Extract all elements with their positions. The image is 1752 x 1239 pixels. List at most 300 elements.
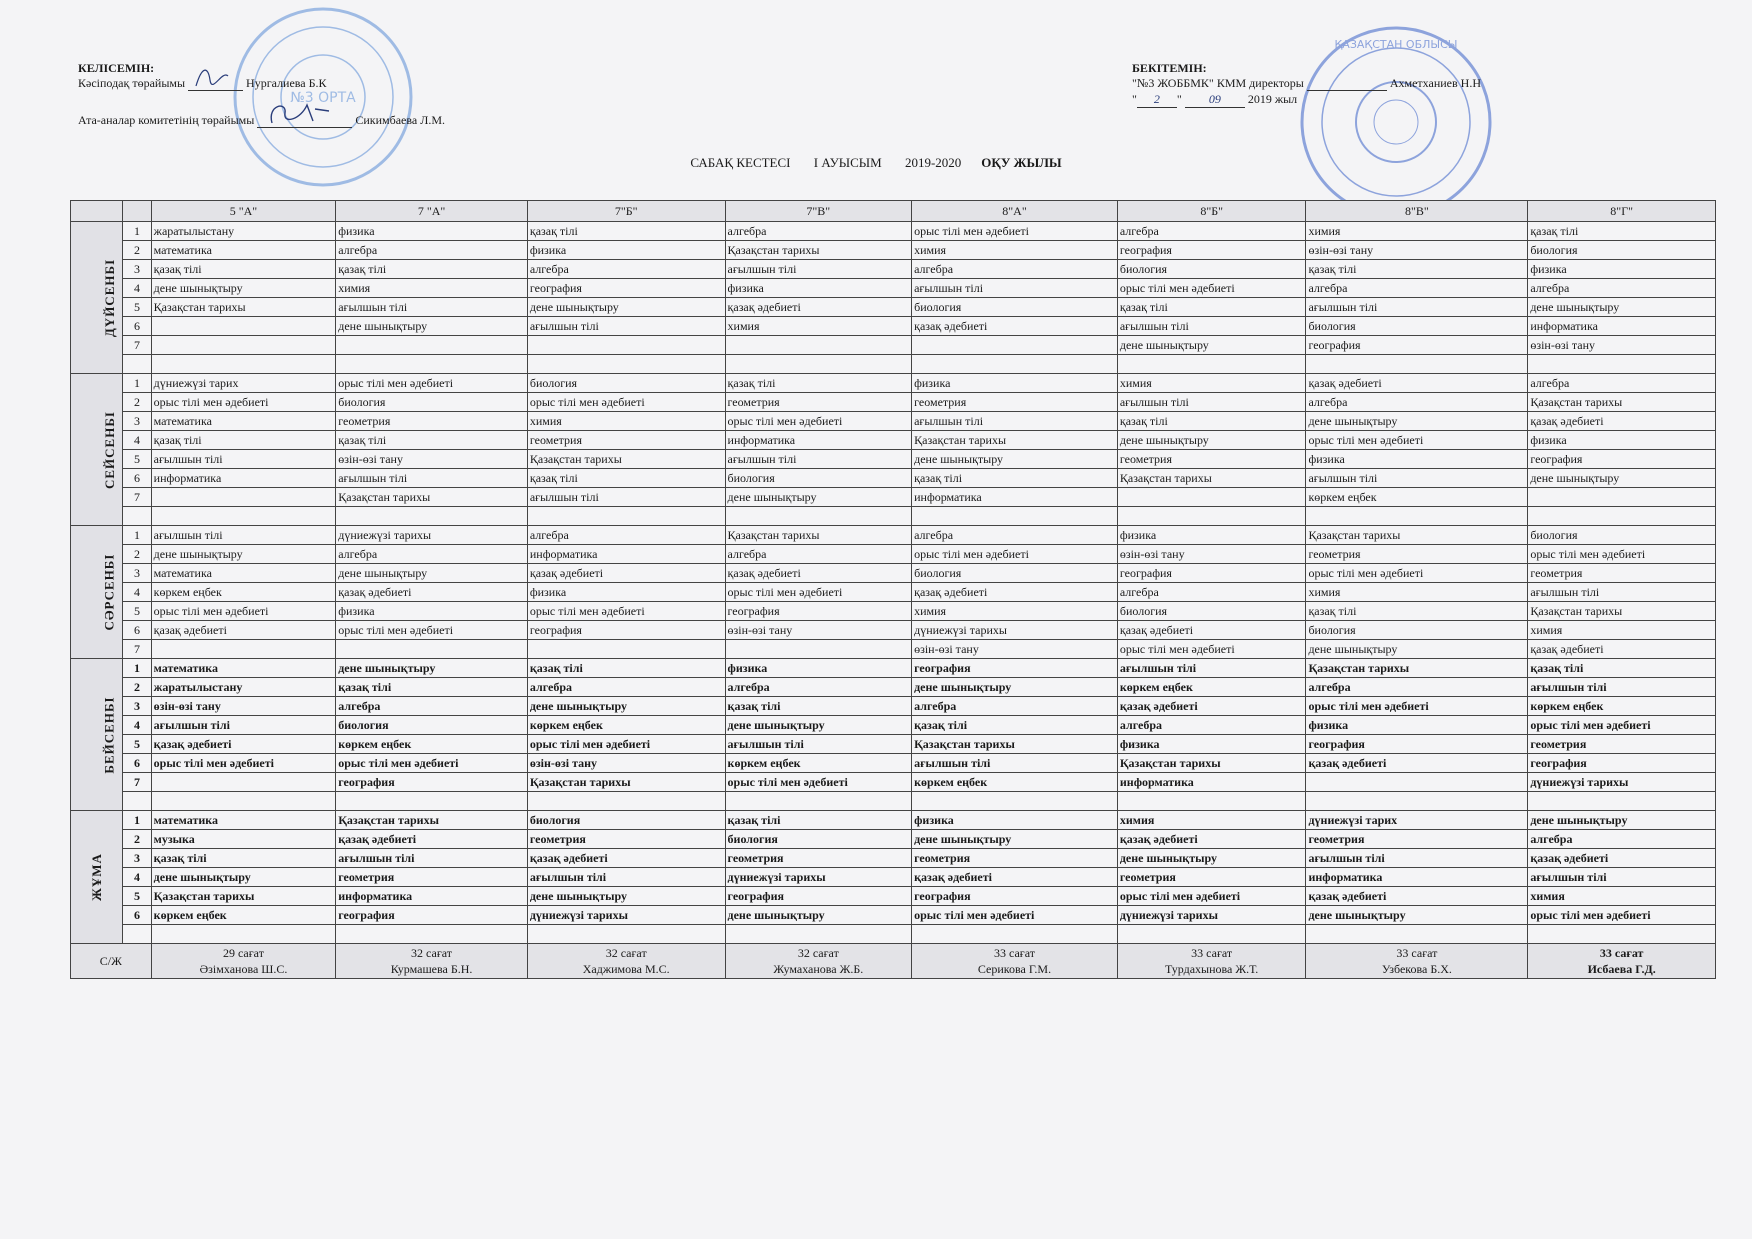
subject-cell: биология xyxy=(1528,526,1716,545)
subject-cell: информатика xyxy=(151,469,336,488)
subject-cell: геометрия xyxy=(725,393,912,412)
subject-cell: биология xyxy=(1528,241,1716,260)
subject-cell: қазақ тілі xyxy=(1117,298,1306,317)
subject-cell: физика xyxy=(912,374,1118,393)
subject-cell: ағылшын тілі xyxy=(336,849,528,868)
subject-cell: қазақ әдебиеті xyxy=(1306,374,1528,393)
subject-cell: дене шынықтыру xyxy=(151,545,336,564)
lesson-row xyxy=(71,735,1716,754)
title-academic-year: ОҚУ ЖЫЛЫ xyxy=(981,155,1062,170)
teacher-hours: 33 сағат xyxy=(1191,946,1233,960)
day-name: ДҮЙСЕНБІ xyxy=(102,258,118,337)
approved-heading: БЕКІТЕМІН: xyxy=(1132,61,1207,75)
subject-cell: орыс тілі мен әдебиеті xyxy=(527,602,725,621)
lesson-number: 6 xyxy=(123,317,151,336)
lesson-number: 6 xyxy=(123,469,151,488)
subject-cell: қазақ тілі xyxy=(336,431,528,450)
subject-cell: Қазақстан тарихы xyxy=(1306,526,1528,545)
subject-cell: қазақ әдебиеті xyxy=(527,849,725,868)
class-header: 7 "А" xyxy=(336,201,528,222)
subject-cell: қазақ әдебиеті xyxy=(1306,887,1528,906)
subject-cell: геометрия xyxy=(336,868,528,887)
subject-cell: химия xyxy=(1117,811,1306,830)
subject-cell: геометрия xyxy=(1117,868,1306,887)
lesson-row xyxy=(71,849,1716,868)
signature-icon xyxy=(257,113,352,128)
teacher-cell xyxy=(151,944,336,979)
subject-cell: қазақ тілі xyxy=(1528,659,1716,678)
subject-cell: химия xyxy=(1528,887,1716,906)
lesson-row xyxy=(71,336,1716,355)
subject-cell: физика xyxy=(527,241,725,260)
subject-cell: қазақ тілі xyxy=(912,716,1118,735)
teacher-cell xyxy=(336,944,528,979)
subject-cell: ағылшын тілі xyxy=(1117,659,1306,678)
lesson-row xyxy=(71,564,1716,583)
subject-cell: қазақ тілі xyxy=(912,469,1118,488)
teacher-name: Турдахынова Ж.Т. xyxy=(1165,962,1259,976)
subject-cell: қазақ тілі xyxy=(151,260,336,279)
subject-cell: география xyxy=(1306,735,1528,754)
subject-cell: орыс тілі мен әдебиеті xyxy=(1528,906,1716,925)
lesson-number xyxy=(123,355,151,374)
lesson-number: 7 xyxy=(123,488,151,507)
corner-cell xyxy=(71,201,123,222)
teacher-name: Әзімханова Ш.С. xyxy=(199,962,288,976)
lesson-row xyxy=(71,868,1716,887)
lesson-row xyxy=(71,374,1716,393)
subject-cell: орыс тілі мен әдебиеті xyxy=(912,222,1118,241)
signature-icon xyxy=(1307,76,1387,91)
subject-cell: ағылшын тілі xyxy=(725,450,912,469)
teacher-cell xyxy=(527,944,725,979)
subject-cell: дене шынықтыру xyxy=(1306,906,1528,925)
day-block xyxy=(71,659,1716,811)
subject-cell: қазақ әдебиеті xyxy=(1306,754,1528,773)
subject-cell xyxy=(725,355,912,374)
subject-cell: ағылшын тілі xyxy=(336,298,528,317)
subject-cell: орыс тілі мен әдебиеті xyxy=(1117,640,1306,659)
subject-cell: физика xyxy=(725,279,912,298)
subject-cell: химия xyxy=(725,317,912,336)
director-name: Ахметханиев Н.Н xyxy=(1389,76,1482,90)
lesson-number xyxy=(123,507,151,526)
subject-cell: биология xyxy=(1117,260,1306,279)
lesson-row xyxy=(71,697,1716,716)
subject-cell: дене шынықтыру xyxy=(527,887,725,906)
lesson-number: 3 xyxy=(123,260,151,279)
subject-cell: география xyxy=(336,773,528,792)
lesson-row xyxy=(71,754,1716,773)
subject-cell: көркем еңбек xyxy=(1528,697,1716,716)
subject-cell: физика xyxy=(725,659,912,678)
subject-cell: ағылшын тілі xyxy=(527,317,725,336)
subject-cell: физика xyxy=(1306,716,1528,735)
subject-cell: қазақ тілі xyxy=(336,678,528,697)
subject-cell: ағылшын тілі xyxy=(725,260,912,279)
director-role: "№3 ЖОББМК" КММ директоры xyxy=(1132,76,1304,90)
subject-cell: дене шынықтыру xyxy=(1117,336,1306,355)
subject-cell: қазақ тілі xyxy=(1117,412,1306,431)
subject-cell: қазақ тілі xyxy=(725,697,912,716)
parents-chair-name: Сикимбаева Л.М. xyxy=(355,113,445,127)
subject-cell: биология xyxy=(912,564,1118,583)
subject-cell xyxy=(527,640,725,659)
subject-cell: геометрия xyxy=(1528,564,1716,583)
subject-cell: геометрия xyxy=(1306,545,1528,564)
subject-cell xyxy=(151,792,336,811)
lesson-number xyxy=(123,925,151,944)
subject-cell xyxy=(725,507,912,526)
subject-cell xyxy=(1528,925,1716,944)
lesson-number: 5 xyxy=(123,298,151,317)
subject-cell: орыс тілі мен әдебиеті xyxy=(725,583,912,602)
subject-cell: өзін-өзі тану xyxy=(1528,336,1716,355)
subject-cell: геометрия xyxy=(527,830,725,849)
lesson-row xyxy=(71,602,1716,621)
subject-cell: биология xyxy=(725,469,912,488)
approval-day: 2 xyxy=(1137,91,1177,108)
subject-cell: ағылшын тілі xyxy=(912,754,1118,773)
lesson-row xyxy=(71,792,1716,811)
lesson-row xyxy=(71,450,1716,469)
teacher-name: Хаджимова М.С. xyxy=(582,962,670,976)
subject-cell: ағылшын тілі xyxy=(1528,868,1716,887)
teacher-hours: 29 сағат xyxy=(222,946,264,960)
subject-cell: дене шынықтыру xyxy=(527,298,725,317)
subject-cell: ағылшын тілі xyxy=(1306,469,1528,488)
subject-cell: геометрия xyxy=(1528,735,1716,754)
subject-cell: ағылшын тілі xyxy=(912,279,1118,298)
day-name: СЕЙСЕНБІ xyxy=(102,410,117,489)
subject-cell: география xyxy=(912,887,1118,906)
subject-cell: физика xyxy=(1306,450,1528,469)
lesson-number: 6 xyxy=(123,621,151,640)
subject-cell: орыс тілі мен әдебиеті xyxy=(151,754,336,773)
lesson-number: 4 xyxy=(123,868,151,887)
subject-cell xyxy=(1117,507,1306,526)
lesson-row xyxy=(71,887,1716,906)
subject-cell: дене шынықтыру xyxy=(151,868,336,887)
subject-cell: қазақ әдебиеті xyxy=(725,298,912,317)
teacher-name: Серикова Г.М. xyxy=(977,962,1052,976)
subject-cell: орыс тілі мен әдебиеті xyxy=(1306,431,1528,450)
subject-cell xyxy=(1528,488,1716,507)
union-chair-name: Нургалиева Б.К xyxy=(246,76,327,90)
subject-cell xyxy=(527,792,725,811)
lesson-number: 4 xyxy=(123,279,151,298)
subject-cell: Қазақстан тарихы xyxy=(725,526,912,545)
subject-cell: ағылшын тілі xyxy=(151,716,336,735)
subject-cell: Қазақстан тарихы xyxy=(151,298,336,317)
lesson-row xyxy=(71,488,1716,507)
subject-cell: орыс тілі мен әдебиеті xyxy=(912,545,1118,564)
lesson-row xyxy=(71,811,1716,830)
subject-cell xyxy=(151,336,336,355)
corner-cell xyxy=(123,201,151,222)
subject-cell: Қазақстан тарихы xyxy=(527,450,725,469)
subject-cell: география xyxy=(1117,241,1306,260)
subject-cell: дүниежүзі тарихы xyxy=(336,526,528,545)
subject-cell: алгебра xyxy=(527,526,725,545)
teacher-hours: 32 сағат xyxy=(605,946,647,960)
subject-cell: биология xyxy=(1306,621,1528,640)
subject-cell: қазақ тілі xyxy=(725,811,912,830)
subject-cell xyxy=(527,925,725,944)
subject-cell: қазақ тілі xyxy=(1306,260,1528,279)
lesson-number: 4 xyxy=(123,431,151,450)
class-header: 7"Б" xyxy=(527,201,725,222)
subject-cell: орыс тілі мен әдебиеті xyxy=(527,393,725,412)
lesson-number: 2 xyxy=(123,241,151,260)
subject-cell: Қазақстан тарихы xyxy=(336,488,528,507)
subject-cell: геометрия xyxy=(527,431,725,450)
subject-cell: физика xyxy=(1528,260,1716,279)
subject-cell: алгебра xyxy=(1117,583,1306,602)
subject-cell: информатика xyxy=(725,431,912,450)
subject-cell: геометрия xyxy=(1117,450,1306,469)
lesson-number: 2 xyxy=(123,393,151,412)
subject-cell xyxy=(1117,488,1306,507)
subject-cell: дене шынықтыру xyxy=(336,317,528,336)
subject-cell: дене шынықтыру xyxy=(151,279,336,298)
subject-cell xyxy=(336,925,528,944)
subject-cell: ағылшын тілі xyxy=(151,450,336,469)
subject-cell: алгебра xyxy=(1528,830,1716,849)
subject-cell: география xyxy=(1306,336,1528,355)
subject-cell: қазақ әдебиеті xyxy=(1117,697,1306,716)
teacher-hours: 33 сағат xyxy=(1396,946,1438,960)
subject-cell: ағылшын тілі xyxy=(912,412,1118,431)
subject-cell: дүниежүзі тарих xyxy=(1306,811,1528,830)
subject-cell: дене шынықтыру xyxy=(912,678,1118,697)
subject-cell: Қазақстан тарихы xyxy=(725,241,912,260)
approval-month: 09 xyxy=(1185,91,1245,108)
class-header: 7"В" xyxy=(725,201,912,222)
subject-cell: орыс тілі мен әдебиеті xyxy=(912,906,1118,925)
subject-cell: химия xyxy=(336,279,528,298)
subject-cell: география xyxy=(527,279,725,298)
lesson-number: 2 xyxy=(123,830,151,849)
subject-cell: қазақ әдебиеті xyxy=(912,583,1118,602)
subject-cell: өзін-өзі тану xyxy=(1306,241,1528,260)
subject-cell: қазақ тілі xyxy=(1528,222,1716,241)
day-name: ЖҰМА xyxy=(88,853,104,901)
subject-cell: дене шынықтыру xyxy=(725,906,912,925)
subject-cell: орыс тілі мен әдебиеті xyxy=(725,412,912,431)
lesson-number: 3 xyxy=(123,849,151,868)
subject-cell: алгебра xyxy=(1117,716,1306,735)
subject-cell: математика xyxy=(151,241,336,260)
lesson-row xyxy=(71,621,1716,640)
subject-cell: информатика xyxy=(1306,868,1528,887)
subject-cell: ағылшын тілі xyxy=(1528,583,1716,602)
subject-cell: ағылшын тілі xyxy=(527,868,725,887)
subject-cell: қазақ әдебиеті xyxy=(1117,830,1306,849)
subject-cell xyxy=(912,355,1118,374)
lesson-row xyxy=(71,678,1716,697)
teacher-name: Жумаханова Ж.Б. xyxy=(773,962,864,976)
lesson-row xyxy=(71,773,1716,792)
subject-cell: қазақ әдебиеті xyxy=(336,583,528,602)
day-name: БЕЙСЕНБІ xyxy=(101,695,117,774)
lesson-number: 2 xyxy=(123,678,151,697)
parents-chair-role: Ата-аналар комитетінің төрайымы xyxy=(78,113,255,127)
subject-cell xyxy=(527,507,725,526)
lesson-row xyxy=(71,906,1716,925)
subject-cell xyxy=(725,792,912,811)
teacher-cell xyxy=(725,944,912,979)
subject-cell: математика xyxy=(151,564,336,583)
approval-left-block xyxy=(78,60,598,128)
subject-cell: қазақ әдебиеті xyxy=(1528,849,1716,868)
subject-cell xyxy=(151,925,336,944)
subject-cell: физика xyxy=(1528,431,1716,450)
subject-cell: алгебра xyxy=(1306,678,1528,697)
subject-cell xyxy=(1117,355,1306,374)
subject-cell: физика xyxy=(527,583,725,602)
lesson-row xyxy=(71,298,1716,317)
subject-cell: көркем еңбек xyxy=(336,735,528,754)
subject-cell xyxy=(725,640,912,659)
subject-cell: алгебра xyxy=(1117,222,1306,241)
subject-cell: көркем еңбек xyxy=(151,906,336,925)
subject-cell: ағылшын тілі xyxy=(1117,393,1306,412)
day-block xyxy=(71,222,1716,374)
subject-cell: ағылшын тілі xyxy=(527,488,725,507)
subject-cell: география xyxy=(1117,564,1306,583)
subject-cell: алгебра xyxy=(527,260,725,279)
class-header: 8"В" xyxy=(1306,201,1528,222)
subject-cell: физика xyxy=(336,222,528,241)
subject-cell: қазақ әдебиеті xyxy=(1117,621,1306,640)
subject-cell: қазақ тілі xyxy=(527,469,725,488)
lesson-row xyxy=(71,469,1716,488)
subject-cell: алгебра xyxy=(725,678,912,697)
lesson-number: 1 xyxy=(123,659,151,678)
teacher-cell xyxy=(1528,944,1716,979)
subject-cell xyxy=(1117,792,1306,811)
subject-cell: биология xyxy=(1117,602,1306,621)
agreed-heading: КЕЛІСЕМІН: xyxy=(78,61,155,75)
lesson-number: 3 xyxy=(123,564,151,583)
lesson-row xyxy=(71,222,1716,241)
subject-cell xyxy=(725,336,912,355)
subject-cell: физика xyxy=(1117,526,1306,545)
class-header: 8"А" xyxy=(912,201,1118,222)
subject-cell: қазақ тілі xyxy=(527,659,725,678)
subject-cell: биология xyxy=(725,830,912,849)
lesson-row xyxy=(71,260,1716,279)
lesson-number: 7 xyxy=(123,640,151,659)
subject-cell: география xyxy=(1528,450,1716,469)
subject-cell: музыка xyxy=(151,830,336,849)
subject-cell: геометрия xyxy=(912,849,1118,868)
subject-cell xyxy=(1306,792,1528,811)
day-name-cell xyxy=(71,374,123,526)
lesson-number: 1 xyxy=(123,222,151,241)
lesson-number: 1 xyxy=(123,811,151,830)
subject-cell xyxy=(1528,792,1716,811)
subject-cell: өзін-өзі тану xyxy=(912,640,1118,659)
subject-cell: дене шынықтыру xyxy=(1117,431,1306,450)
subject-cell xyxy=(151,488,336,507)
day-block xyxy=(71,374,1716,526)
subject-cell: қазақ әдебиеті xyxy=(912,317,1118,336)
lesson-number: 3 xyxy=(123,412,151,431)
subject-cell xyxy=(1528,355,1716,374)
teacher-footer-row xyxy=(71,944,1716,979)
subject-cell: информатика xyxy=(912,488,1118,507)
footer-label: С/Ж xyxy=(71,944,152,979)
schedule-table xyxy=(70,200,1716,979)
subject-cell xyxy=(151,507,336,526)
subject-cell xyxy=(1528,507,1716,526)
lesson-number: 4 xyxy=(123,583,151,602)
title-schedule: САБАҚ КЕСТЕСІ xyxy=(690,155,791,170)
subject-cell: дене шынықтыру xyxy=(1117,849,1306,868)
subject-cell xyxy=(527,336,725,355)
day-name-cell xyxy=(71,659,123,811)
subject-cell xyxy=(912,336,1118,355)
subject-cell: математика xyxy=(151,659,336,678)
teacher-name: Исбаева Г.Д. xyxy=(1587,962,1656,976)
subject-cell xyxy=(336,640,528,659)
stamp-right-icon xyxy=(1296,22,1496,222)
day-name-cell xyxy=(71,222,123,374)
subject-cell: дене шынықтыру xyxy=(912,830,1118,849)
title-shift: І АУЫСЫМ xyxy=(813,155,882,170)
subject-cell: дене шынықтыру xyxy=(527,697,725,716)
subject-cell: орыс тілі мен әдебиеті xyxy=(527,735,725,754)
lesson-number: 2 xyxy=(123,545,151,564)
subject-cell: орыс тілі мен әдебиеті xyxy=(1306,564,1528,583)
subject-cell: дене шынықтыру xyxy=(1306,640,1528,659)
subject-cell: өзін-өзі тану xyxy=(151,697,336,716)
subject-cell: ағылшын тілі xyxy=(725,735,912,754)
subject-cell: информатика xyxy=(1117,773,1306,792)
subject-cell xyxy=(912,507,1118,526)
subject-cell: орыс тілі мен әдебиеті xyxy=(1528,716,1716,735)
subject-cell xyxy=(151,640,336,659)
subject-cell: орыс тілі мен әдебиеті xyxy=(1306,697,1528,716)
subject-cell: алгебра xyxy=(336,545,528,564)
subject-cell: өзін-өзі тану xyxy=(725,621,912,640)
class-header: 8"Г" xyxy=(1528,201,1716,222)
subject-cell xyxy=(336,792,528,811)
lesson-number: 1 xyxy=(123,526,151,545)
subject-cell: ағылшын тілі xyxy=(1528,678,1716,697)
subject-cell: геометрия xyxy=(912,393,1118,412)
lesson-number: 1 xyxy=(123,374,151,393)
subject-cell: қазақ тілі xyxy=(336,260,528,279)
subject-cell: Қазақстан тарихы xyxy=(1117,469,1306,488)
subject-cell: қазақ әдебиеті xyxy=(151,735,336,754)
svg-text:№3 ОРТА: №3 ОРТА xyxy=(290,90,356,106)
subject-cell: дене шынықтыру xyxy=(336,659,528,678)
subject-cell xyxy=(151,355,336,374)
subject-cell: Қазақстан тарихы xyxy=(527,773,725,792)
subject-cell: физика xyxy=(336,602,528,621)
day-name: СӘРСЕНБІ xyxy=(101,553,117,631)
teacher-name: Курмашева Б.Н. xyxy=(390,962,473,976)
subject-cell: өзін-өзі тану xyxy=(336,450,528,469)
class-header: 5 "А" xyxy=(151,201,336,222)
lesson-row xyxy=(71,716,1716,735)
subject-cell: көркем еңбек xyxy=(1117,678,1306,697)
subject-cell: информатика xyxy=(527,545,725,564)
subject-cell: география xyxy=(725,887,912,906)
